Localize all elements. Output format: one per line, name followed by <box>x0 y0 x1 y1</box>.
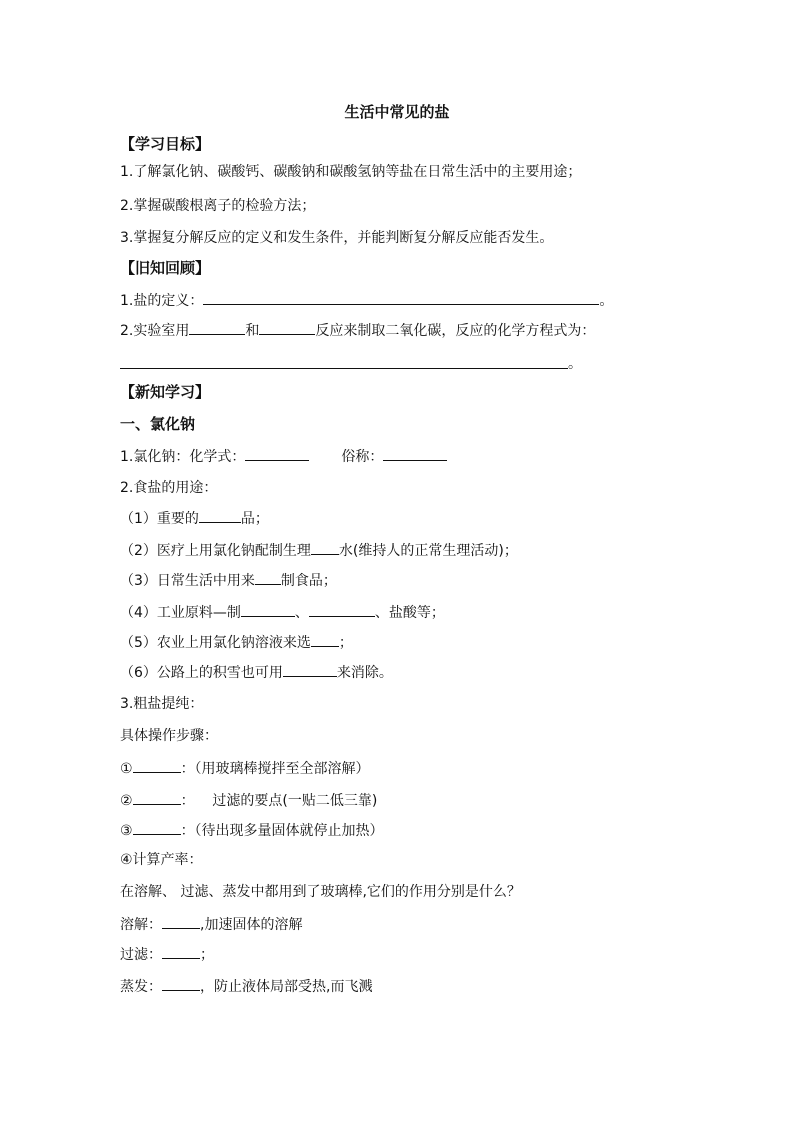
formula-label: 1.氯化钠：化学式： <box>120 449 246 465</box>
step3-text: ：（待出现多量固体就停止加热） <box>180 823 384 839</box>
use-2 <box>120 540 518 561</box>
equation-blank[interactable] <box>120 368 568 369</box>
filter-blank[interactable] <box>162 944 200 959</box>
step2-blank[interactable] <box>133 790 181 805</box>
step3-blank[interactable] <box>133 820 181 835</box>
filter-label: 过滤： <box>120 947 162 963</box>
reagent-2-blank[interactable] <box>259 320 315 335</box>
goals-heading: 【学习目标】 <box>120 135 211 153</box>
evaporate-line <box>120 976 372 997</box>
use-4 <box>120 602 445 623</box>
new-heading: 【新知学习】 <box>120 383 211 401</box>
use4-blank-2[interactable] <box>309 602 375 617</box>
use3-blank[interactable] <box>255 570 281 585</box>
step-3 <box>120 820 384 841</box>
dissolve-label: 溶解： <box>120 917 162 933</box>
use-6 <box>120 662 393 683</box>
use-3 <box>120 570 337 591</box>
use2-blank[interactable] <box>311 540 339 555</box>
use4-text-b: 、 <box>294 605 309 621</box>
step-1 <box>120 758 370 779</box>
use3-text-a: （3）日常生活中用来 <box>120 573 255 589</box>
evaporate-text: ，防止液体局部受热,而飞溅 <box>200 979 373 995</box>
goal-item-2: 2.掌握碳酸根离子的检验方法； <box>120 198 316 214</box>
goal-item-3: 3.掌握复分解反应的定义和发生条件，并能判断复分解反应能否发生。 <box>120 230 554 246</box>
use4-blank-1[interactable] <box>241 602 295 617</box>
use5-text-a: （5）农业上用氯化钠溶液来选 <box>120 635 311 651</box>
dissolve-line <box>120 914 302 935</box>
use3-text-b: 制食品； <box>280 573 337 589</box>
use6-blank[interactable] <box>283 662 337 677</box>
dissolve-blank[interactable] <box>162 914 200 929</box>
q1-prefix: 1.盐的定义： <box>120 293 204 309</box>
q2-text-c: 反应来制取二氧化碳，反应的化学方程式为： <box>315 323 596 339</box>
step-2 <box>120 790 377 811</box>
use6-text-b: 来消除。 <box>336 665 393 681</box>
steps-title: 具体操作步骤： <box>120 728 218 744</box>
step1-blank[interactable] <box>133 758 181 773</box>
page-title: 生活中常见的盐 <box>344 103 450 121</box>
common-name-label: 俗称： <box>341 449 384 465</box>
review-heading: 【旧知回顾】 <box>120 259 211 277</box>
filter-line <box>120 944 214 965</box>
reagent-1-blank[interactable] <box>189 320 245 335</box>
uses-title: 2.食盐的用途： <box>120 480 218 496</box>
step1-marker: ① <box>120 761 133 777</box>
use5-blank[interactable] <box>311 632 339 647</box>
q2-text-a: 2.实验室用 <box>120 323 190 339</box>
glass-rod-question: 在溶解、 过滤、蒸发中都用到了玻璃棒,它们的作用分别是什么？ <box>120 884 521 900</box>
use5-text-b: ； <box>338 635 353 651</box>
goal-item-1: 1.了解氯化钠、碳酸钙、碳酸钠和碳酸氢钠等盐在日常生活中的主要用途； <box>120 164 582 180</box>
evaporate-blank[interactable] <box>162 976 200 991</box>
step-4: ④计算产率： <box>120 852 203 868</box>
use4-text-c: 、盐酸等； <box>374 605 445 621</box>
step2-text: ： 过滤的要点(一贴二低三靠) <box>180 793 378 809</box>
step3-marker: ③ <box>120 823 133 839</box>
step2-marker: ② <box>120 793 133 809</box>
use6-text-a: （6）公路上的积雪也可用 <box>120 665 283 681</box>
use1-text-b: 品； <box>240 511 269 527</box>
use1-text-a: （1）重要的 <box>120 511 199 527</box>
review-question-1 <box>120 290 613 311</box>
use2-text-a: （2）医疗上用氯化钠配制生理 <box>120 543 311 559</box>
evaporate-label: 蒸发： <box>120 979 162 995</box>
use1-blank[interactable] <box>199 508 241 523</box>
filter-text: ； <box>200 947 214 963</box>
salt-definition-blank[interactable] <box>203 290 599 305</box>
q1-suffix: 。 <box>599 293 614 309</box>
use-5 <box>120 632 353 653</box>
nacl-formula-line <box>120 446 447 467</box>
purify-title: 3.粗盐提纯： <box>120 696 204 712</box>
q2-text-b: 和 <box>245 323 260 339</box>
step1-text: ：（用玻璃棒搅拌至全部溶解） <box>180 761 370 777</box>
dissolve-text: ,加速固体的溶解 <box>200 917 303 933</box>
common-name-blank[interactable] <box>383 446 447 461</box>
q2-end: 。 <box>568 356 582 372</box>
use-1 <box>120 508 269 529</box>
use4-text-a: （4）工业原料—制 <box>120 605 241 621</box>
use2-text-b: 水(维持人的正常生理活动)； <box>338 543 518 559</box>
formula-blank[interactable] <box>245 446 309 461</box>
nacl-section-title: 一、氯化钠 <box>120 415 196 433</box>
review-question-2 <box>120 320 595 341</box>
